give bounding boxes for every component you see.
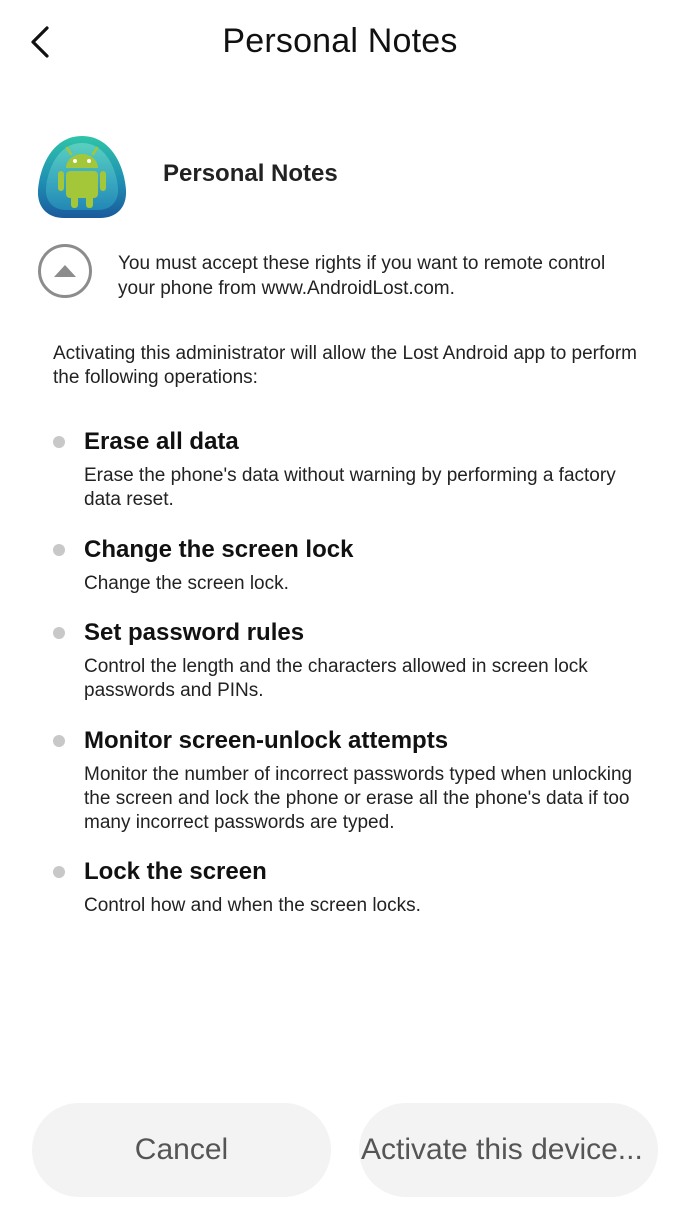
bullet-icon bbox=[53, 866, 65, 878]
header bbox=[0, 0, 680, 86]
activate-device-button[interactable]: Activate this device... bbox=[359, 1103, 658, 1197]
page-title: Personal Notes bbox=[222, 22, 458, 60]
remote-control-info-text: You must accept these rights if you want to remote control your phone from www.AndroidLost.com. bbox=[118, 253, 606, 299]
bullet-icon bbox=[53, 627, 65, 639]
permission-title: Lock the screen bbox=[84, 858, 267, 885]
app-name: Personal Notes bbox=[163, 160, 338, 187]
permission-title: Change the screen lock bbox=[84, 536, 354, 563]
android-app-icon bbox=[36, 134, 128, 220]
permission-description: Control how and when the screen locks. bbox=[84, 895, 421, 916]
admin-intro-text: Activating this administrator will allow the Lost Android app to perform the following operations: bbox=[53, 343, 637, 388]
permission-title: Set password rules bbox=[84, 619, 305, 646]
bullet-icon bbox=[53, 436, 65, 448]
permission-description: Erase the phone's data without warning by performing a factory data reset. bbox=[84, 465, 616, 510]
permission-title: Monitor screen-unlock attempts bbox=[84, 727, 449, 754]
collapse-up-icon bbox=[52, 263, 78, 279]
bullet-icon bbox=[53, 735, 65, 747]
permission-description: Change the screen lock. bbox=[84, 573, 289, 594]
permission-description: Monitor the number of incorrect passwords typed when unlocking the screen and lock the phone or erase all the phone's data if too many incorrect passwords are typed. bbox=[84, 764, 633, 833]
bullet-icon bbox=[53, 544, 65, 556]
expand-toggle-button[interactable] bbox=[38, 244, 92, 298]
permission-title: Erase all data bbox=[84, 428, 239, 455]
cancel-button[interactable]: Cancel bbox=[32, 1103, 331, 1197]
permission-description: Control the length and the characters allowed in screen lock passwords and PINs. bbox=[84, 656, 588, 701]
